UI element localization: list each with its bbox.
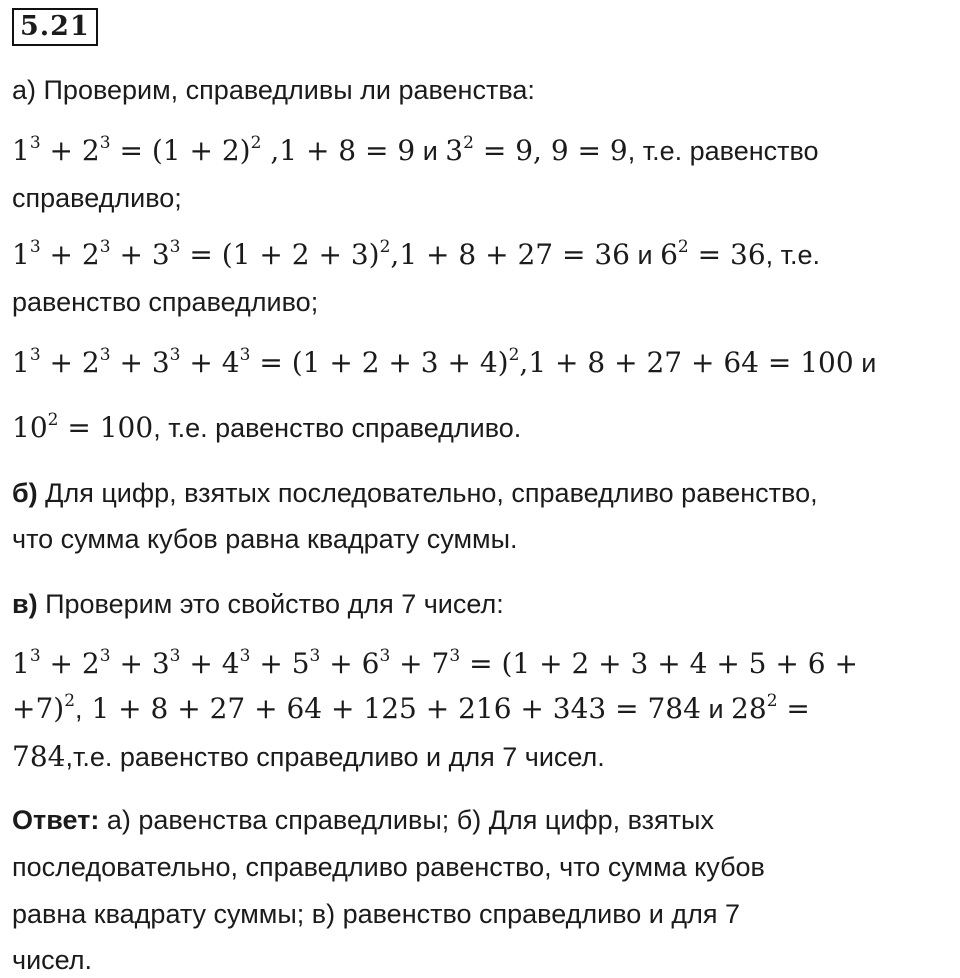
answer-label: Ответ: [12, 805, 100, 835]
part-v-eq-line1: $1^3 + 2^3 + 3^3 + 4^3 + 5^3 + 6^3 + 7^3 = (1 + 2 + 3 + 4 + 5 + 6$ + [12, 646, 858, 680]
part-b-line2: что сумма кубов равна квадрату суммы. [12, 524, 518, 554]
answer-line4: чисел. [12, 945, 93, 975]
part-v-eq-line2: +7)$^2$, 1 + 8 + 27 + 64 + 125 + 216 + 343 = 784 и $28^2$ = [12, 691, 810, 725]
problem-number: 5.21 [12, 8, 98, 46]
part-a-intro: Проверим, справедливы ли равенства: [36, 75, 535, 105]
eq1-tail: , т.е. равенство [627, 136, 819, 166]
part-a-eq1-cont: справедливо; [12, 183, 182, 213]
part-a-eq2: $1^3 + 2^3 + 3^3 = (1 + 2 + 3)^2,1 + 8 + 27 = 36$ и $6^2 = 36$, т.е. [12, 237, 821, 271]
eq2-tail: , т.е. [765, 240, 821, 270]
answer-line3: равна квадрату суммы; в) равенство справедливо и для 7 [12, 899, 741, 929]
part-a-eq3-cont: $10^2 = 100$, т.е. равенство справедливо. [12, 410, 522, 444]
eq2-math: $1^3 + 2^3 + 3^3 = (1 + 2 + 3)^2,1 + 8 + 27 = 36$ [12, 237, 630, 271]
part-v-label: в) [12, 589, 38, 619]
part-a-label: а) [12, 75, 37, 105]
answer-line2: последовательно, справедливо равенство, что сумма кубов [12, 852, 765, 882]
eq3-math: $1^3 + 2^3 + 3^3 + 4^3 = (1 + 2 + 3 + 4)^2,1 + 8 + 27 + 64 = 100$ [12, 345, 854, 379]
part-a-eq2-cont: равенство справедливо; [12, 287, 319, 317]
part-a-intro-line [12, 73, 535, 107]
part-a-eq1: $1^3 + 2^3 = (1 + 2)^2$ ,1 + 8 = 9 и $3^2 = 9$, 9 = 9, т.е. равенство [12, 133, 819, 167]
part-b-label: б) [12, 478, 38, 508]
eq3-tail: , т.е. равенство справедливо. [153, 413, 522, 443]
part-a-eq3: $1^3 + 2^3 + 3^3 + 4^3 = (1 + 2 + 3 + 4)^2,1 + 8 + 27 + 64 = 100$ и [12, 345, 877, 379]
eq1-math: $1^3 + 2^3 = (1 + 2)^2$ ,1 + 8 = 9 [12, 133, 416, 167]
part-b-line1: б) Для цифр, взятых последовательно, справедливо равенство, [12, 478, 818, 508]
part-v-intro-line: в) Проверим это свойство для 7 чисел: [12, 589, 504, 619]
part-v-eq-line3: 784,т.е. равенство справедливо и для 7 чисел. [12, 740, 605, 773]
answer-line1: Ответ: а) равенства справедливы; б) Для цифр, взятых [12, 805, 714, 835]
